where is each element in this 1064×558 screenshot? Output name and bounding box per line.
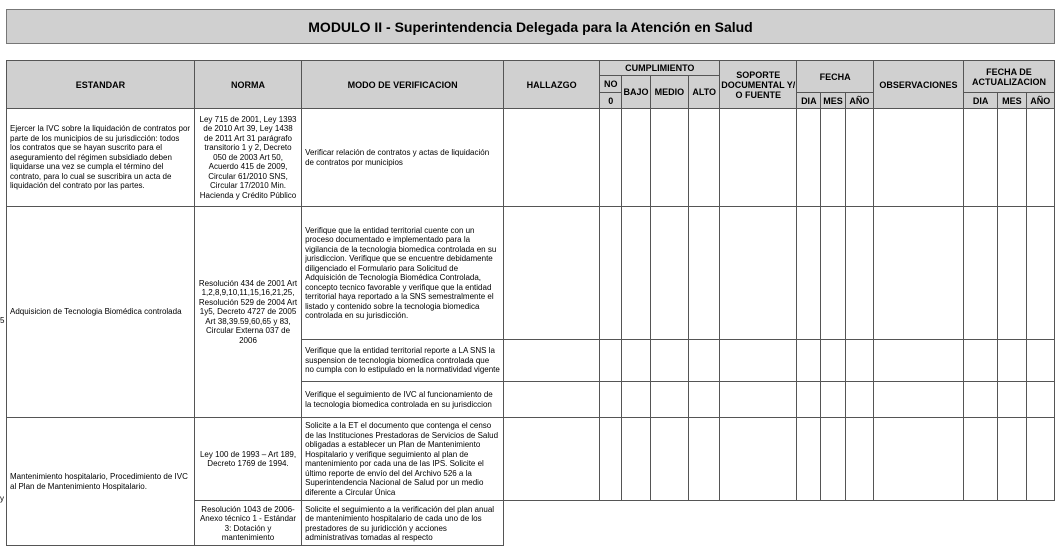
soporte-cell[interactable] <box>720 418 797 501</box>
fecha-dia-cell[interactable] <box>797 382 821 418</box>
modo-cell: Verifique que la entidad territorial reporte a LA SNS la suspension de tecnologia biomedica controlada que no cumpla con lo estipulado en la normatividad vigente <box>302 340 504 382</box>
act-dia-cell[interactable] <box>963 109 997 207</box>
header-fecha-mes: MES <box>821 93 845 109</box>
bajo-cell[interactable] <box>622 207 650 340</box>
medio-cell[interactable] <box>650 109 688 207</box>
bajo-cell[interactable] <box>622 109 650 207</box>
act-ano-cell[interactable] <box>1026 340 1054 382</box>
fecha-mes-cell[interactable] <box>821 382 845 418</box>
fecha-ano-cell[interactable] <box>845 109 873 207</box>
fecha-dia-cell[interactable] <box>797 418 821 501</box>
fecha-ano-cell[interactable] <box>845 382 873 418</box>
no-cell[interactable] <box>600 109 622 207</box>
header-no-zero: 0 <box>600 93 622 109</box>
act-ano-cell[interactable] <box>1026 109 1054 207</box>
table-row <box>7 207 1055 340</box>
fecha-mes-cell[interactable] <box>821 418 845 501</box>
bajo-cell[interactable] <box>622 340 650 382</box>
hallazgo-cell[interactable] <box>504 109 600 207</box>
header-fecha-actualizacion: FECHA DE ACTUALIZACION <box>963 61 1054 93</box>
hallazgo-cell[interactable] <box>504 207 600 340</box>
modo-cell: Solicite el seguimiento a la verificación del plan anual de mantenimiento hospitalario de cada uno de los prestadores de su juridicción y acciones administrativas tomadas al respecto <box>302 501 504 546</box>
header-cumplimiento: CUMPLIMIENTO <box>600 61 720 76</box>
side-mark: y <box>0 494 4 503</box>
act-mes-cell[interactable] <box>998 418 1026 501</box>
no-cell[interactable] <box>600 382 622 418</box>
header-modo-verificacion: MODO DE VERIFICACION <box>302 61 504 109</box>
alto-cell[interactable] <box>689 109 720 207</box>
norma-cell: Resolución 434 de 2001 Art 1,2,8,9,10,11,15,16,21,25, Resolución 529 de 2004 Art 1y5, Decreto 4727 de 2005 Art 38,39.59,60,65 y 83, Circular Externa 037 de 2006 <box>194 207 301 418</box>
observaciones-cell[interactable] <box>874 418 964 501</box>
fecha-mes-cell[interactable] <box>821 207 845 340</box>
no-cell[interactable] <box>600 207 622 340</box>
header-bajo: BAJO <box>622 76 650 109</box>
blank-area <box>504 501 1055 546</box>
header-act-mes: MES <box>998 93 1026 109</box>
module-title: MODULO II - Superintendencia Delegada para la Atención en Salud <box>6 9 1055 44</box>
soporte-cell[interactable] <box>720 207 797 340</box>
medio-cell[interactable] <box>650 418 688 501</box>
act-mes-cell[interactable] <box>998 382 1026 418</box>
fecha-mes-cell[interactable] <box>821 109 845 207</box>
act-mes-cell[interactable] <box>998 340 1026 382</box>
fecha-dia-cell[interactable] <box>797 207 821 340</box>
side-mark: 5 <box>0 316 5 325</box>
header-no: NO <box>600 76 622 93</box>
alto-cell[interactable] <box>689 207 720 340</box>
fecha-ano-cell[interactable] <box>845 340 873 382</box>
modo-cell: Verifique el seguimiento de IVC al funcionamiento de la tecnologia biomedica controlada en su jurisdiccion <box>302 382 504 418</box>
soporte-cell[interactable] <box>720 382 797 418</box>
norma-cell: Ley 715 de 2001, Ley 1393 de 2010 Art 39, Ley 1438 de 2011 Art 31 parágrafo transitorio 1 y 2, Decreto 050 de 2003 Art 50, Acuerdo 415 de 2009, Circular 61/2010 SNS, Circular 17/2010 Min. Hacienda y Crédito Público <box>194 109 301 207</box>
header-fecha-dia: DIA <box>797 93 821 109</box>
medio-cell[interactable] <box>650 382 688 418</box>
soporte-cell[interactable] <box>720 340 797 382</box>
header-fecha: FECHA <box>797 61 874 93</box>
fecha-ano-cell[interactable] <box>845 418 873 501</box>
header-soporte: SOPORTE DOCUMENTAL Y/ O FUENTE <box>720 61 797 109</box>
estandar-cell: Adquisicion de Tecnologia Biomédica controlada <box>7 207 195 418</box>
fecha-ano-cell[interactable] <box>845 207 873 340</box>
hallazgo-cell[interactable] <box>504 340 600 382</box>
alto-cell[interactable] <box>689 418 720 501</box>
no-cell[interactable] <box>600 418 622 501</box>
bajo-cell[interactable] <box>622 382 650 418</box>
act-mes-cell[interactable] <box>998 207 1026 340</box>
estandar-cell: Ejercer la IVC sobre la liquidación de contratos por parte de los municipios de su jurisdicción: todos los contratos que se hayan suscrito para el aseguramiento del régimen subsidiado deben liquidarse una vez se cumpla el término del contrato, para lo cual se suscribira un acta de liquidación del contrato por las partes. <box>7 109 195 207</box>
bajo-cell[interactable] <box>622 418 650 501</box>
estandar-cell: Mantenimiento hospitalario, Procedimiento de IVC al Plan de Mantenimiento Hospitalario. <box>7 418 195 546</box>
observaciones-cell[interactable] <box>874 382 964 418</box>
act-ano-cell[interactable] <box>1026 207 1054 340</box>
table-row <box>7 418 1055 501</box>
hallazgo-cell[interactable] <box>504 382 600 418</box>
observaciones-cell[interactable] <box>874 109 964 207</box>
act-dia-cell[interactable] <box>963 382 997 418</box>
fecha-dia-cell[interactable] <box>797 109 821 207</box>
norma-cell: Resolución 1043 de 2006- Anexo técnico 1 - Estándar 3: Dotación y mantenimiento <box>194 501 301 546</box>
table-row <box>7 109 1055 207</box>
header-estandar: ESTANDAR <box>7 61 195 109</box>
header-hallazgo: HALLAZGO <box>504 61 600 109</box>
alto-cell[interactable] <box>689 382 720 418</box>
modo-cell: Verificar relación de contratos y actas de liquidación de contratos por municipios <box>302 109 504 207</box>
hallazgo-cell[interactable] <box>504 418 600 501</box>
medio-cell[interactable] <box>650 340 688 382</box>
act-dia-cell[interactable] <box>963 207 997 340</box>
header-fecha-ano: AÑO <box>845 93 873 109</box>
act-ano-cell[interactable] <box>1026 382 1054 418</box>
fecha-mes-cell[interactable] <box>821 340 845 382</box>
modo-cell: Solicite a la ET el documento que contenga el censo de las Instituciones Prestadoras de Servicios de Salud obligadas a establecer un Plan de Mantenimiento Hospitalario y verifique seguimiento al plan de mantenimiento por cada una de las IPS. Solicite el último reporte de envío del del Archivo 526 a la Superintendencia Nacional de Salud por un medio diferente a Circular Única <box>302 418 504 501</box>
act-mes-cell[interactable] <box>998 109 1026 207</box>
act-dia-cell[interactable] <box>963 418 997 501</box>
act-ano-cell[interactable] <box>1026 418 1054 501</box>
act-dia-cell[interactable] <box>963 340 997 382</box>
medio-cell[interactable] <box>650 207 688 340</box>
fecha-dia-cell[interactable] <box>797 340 821 382</box>
soporte-cell[interactable] <box>720 109 797 207</box>
verification-table <box>6 60 1055 546</box>
norma-cell: Ley 100 de 1993 – Art 189, Decreto 1769 de 1994. <box>194 418 301 501</box>
alto-cell[interactable] <box>689 340 720 382</box>
observaciones-cell[interactable] <box>874 340 964 382</box>
no-cell[interactable] <box>600 340 622 382</box>
observaciones-cell[interactable] <box>874 207 964 340</box>
header-observaciones: OBSERVACIONES <box>874 61 964 109</box>
header-act-dia: DIA <box>963 93 997 109</box>
header-norma: NORMA <box>194 61 301 109</box>
header-act-ano: AÑO <box>1026 93 1054 109</box>
header-medio: MEDIO <box>650 76 688 109</box>
header-alto: ALTO <box>689 76 720 109</box>
modo-cell: Verifique que la entidad territorial cuente con un proceso documentado e implementado para la vigilancia de la tecnologia biomedica controlada en su jurisdiccion. Verifique que se encuentre debidamente diligenciado el Formulario para Solicitud de Adquisición de Tecnología Biomédica Controlada, concepto tecnico favorable y verifique que la entidad territorial haya reportado a la SNS semestralmente el listado y contenido sobre la tecnologia biomedica controlada en su jurisdicción. <box>302 207 504 340</box>
